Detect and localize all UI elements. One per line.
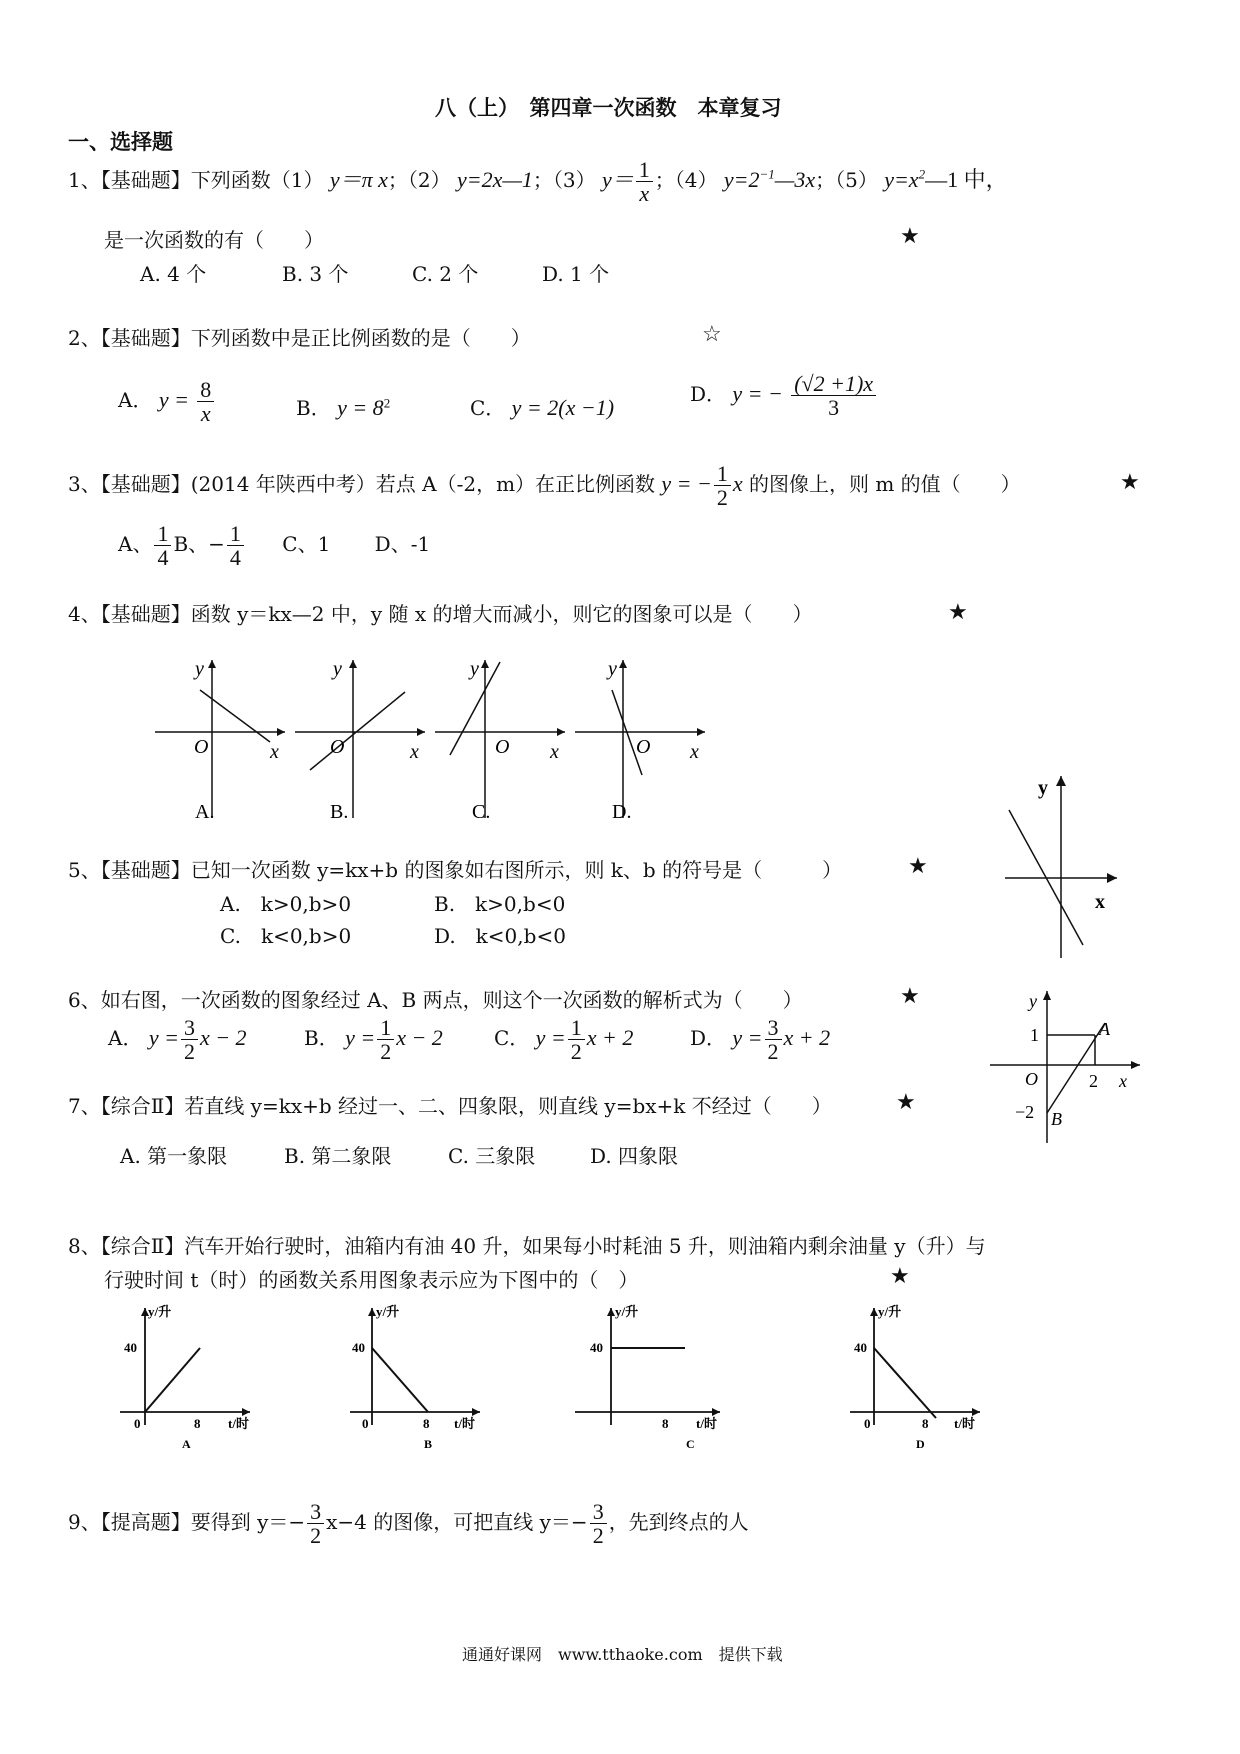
- q9-num2: 3: [590, 1500, 607, 1524]
- q4-b-o: O: [330, 736, 345, 758]
- q3-b-num: 1: [227, 522, 244, 546]
- q5-graph-x: x: [1095, 891, 1105, 913]
- q6-a-den: 2: [183, 1039, 195, 1065]
- q7-option-b: B. 第二象限: [284, 1144, 392, 1168]
- q4-b-x: x: [410, 741, 419, 763]
- q1-f1: y＝π x: [329, 167, 388, 193]
- question-1: [68, 158, 1008, 205]
- q7-star: ★: [896, 1090, 916, 1115]
- q1-f5-tail: —1 中，: [925, 167, 1008, 193]
- q1-f5-exp: 2: [918, 166, 926, 182]
- q2-d-label: D．: [690, 382, 727, 407]
- q6-graph-o: O: [1025, 1069, 1038, 1089]
- q3-lhs: y = −: [661, 471, 712, 497]
- q1-sep3: ；（3）: [532, 168, 596, 193]
- q1-sep5: ；（5）: [815, 168, 878, 193]
- q6-option-d: [690, 1016, 830, 1063]
- q2-a-den: x: [200, 401, 211, 427]
- q3-num: 1: [714, 462, 731, 486]
- q2-c-label: C．: [470, 396, 506, 420]
- q1-line2: 是一次函数的有（ ）: [104, 228, 324, 252]
- q3-c: C、1: [282, 532, 331, 557]
- q4-graph-a: [155, 658, 285, 823]
- q1-f5: [884, 167, 1007, 192]
- q7-option-c: C. 三象限: [448, 1144, 536, 1168]
- q4-d-o: O: [636, 736, 651, 758]
- q1-f3-lhs: y＝: [602, 167, 634, 193]
- q6-b-den: 2: [380, 1039, 392, 1065]
- q8-d-xlabel: t/时: [954, 1416, 975, 1431]
- q3-den: 2: [716, 485, 728, 511]
- q8-b-8: 8: [423, 1416, 430, 1431]
- q4-d-x: x: [690, 741, 699, 763]
- question-5: 5、【基础题】已知一次函数 y=kx+b 的图象如右图所示，则 k、b 的符号是（ ）: [68, 858, 843, 882]
- q5-graph: [995, 770, 1125, 960]
- q6-d-tail: x + 2: [783, 1025, 831, 1051]
- q2-b-expr: y = 8: [337, 395, 384, 420]
- q3-a-den: 4: [157, 545, 169, 571]
- q8-a-0: 0: [134, 1416, 141, 1431]
- question-7: 7、【综合Ⅱ】若直线 y=kx+b 经过一、二、四象限，则直线 y=bx+k 不经过（ ）: [68, 1094, 832, 1118]
- q1-f2: y=2x—1: [456, 167, 533, 193]
- q6-b-tail: x − 2: [396, 1025, 443, 1051]
- page-title: 八（上） 第四章一次函数 本章复习: [435, 95, 782, 120]
- q2-option-d: [690, 372, 878, 419]
- q6-graph: [985, 985, 1145, 1145]
- q8-graphs: [110, 1300, 990, 1460]
- q4-graph-d: [575, 658, 705, 823]
- q9-fraction-2: [590, 1500, 607, 1547]
- q6-a-num: 3: [181, 1016, 198, 1040]
- q8-graph-b: [350, 1304, 480, 1451]
- q1-f3-fraction: [636, 158, 653, 205]
- q5-option-c: C. k<0,b>0: [220, 924, 352, 948]
- question-2: 2、【基础题】下列函数中是正比例函数的是（ ）: [68, 326, 531, 350]
- q3-options: [118, 522, 430, 569]
- q4-c-y: y: [470, 658, 479, 680]
- q3-stem: 3、【基础题】(2014 年陕西中考）若点 A（-2，m）在正比例函数: [68, 472, 656, 497]
- q9-tail: ，先到终点的人: [608, 1510, 749, 1535]
- q4-c-label: C.: [472, 801, 491, 823]
- q6-c-den: 2: [570, 1039, 582, 1065]
- q9-den: 2: [310, 1523, 322, 1549]
- q8-b-0: 0: [362, 1416, 369, 1431]
- q8-a-40: 40: [124, 1340, 137, 1355]
- q6-d-lhs: y =: [732, 1025, 763, 1051]
- q9-fraction-1: [307, 1500, 324, 1547]
- q9-den2: 2: [592, 1523, 604, 1549]
- q6-a-fraction: [181, 1016, 198, 1063]
- q2-d-num: (√2 +1)x: [791, 372, 876, 396]
- q8-c-8: 8: [662, 1416, 669, 1431]
- q8-d-8: 8: [922, 1416, 929, 1431]
- q8-a-label: A: [182, 1437, 191, 1451]
- question-6: 6、如右图，一次函数的图象经过 A、B 两点，则这个一次函数的解析式为（ ）: [68, 988, 803, 1012]
- q1-option-d: D. 1 个: [542, 262, 610, 286]
- q8-b-40: 40: [352, 1340, 365, 1355]
- q1-f4-tail: —3x: [774, 167, 816, 193]
- q8-graph-d: [850, 1304, 980, 1451]
- q1-f3-den: x: [639, 181, 650, 207]
- q8-d-40: 40: [854, 1340, 867, 1355]
- q6-option-b: [304, 1016, 443, 1063]
- q4-d-y: y: [608, 658, 617, 680]
- q6-b-fraction: [377, 1016, 394, 1063]
- q3-tail: 的图像上，则 m 的值（ ）: [748, 472, 1021, 497]
- q3-a-fraction: [154, 522, 171, 569]
- q3-var: x: [732, 471, 743, 497]
- q8-b-label: B: [424, 1437, 433, 1451]
- question-8-line2: 行驶时间 t（时）的函数关系用图象表示应为下图中的（ ）: [104, 1268, 639, 1292]
- q7-option-a: A. 第一象限: [120, 1144, 228, 1168]
- q2-option-b: [296, 392, 390, 421]
- q6-graph-y: y: [1029, 991, 1037, 1011]
- q1-sep4: ；（4）: [654, 168, 718, 193]
- q4-a-x: x: [270, 741, 279, 763]
- q2-b-exp: 2: [383, 395, 391, 411]
- q1-star: ★: [900, 224, 920, 249]
- q4-c-x: x: [550, 741, 559, 763]
- q8-c-40: 40: [590, 1340, 603, 1355]
- q4-b-label: B.: [330, 801, 349, 823]
- q5-option-b: B. k>0,b<0: [434, 892, 566, 916]
- q6-graph-one: 1: [1030, 1025, 1039, 1045]
- q1-option-c: C. 2 个: [412, 262, 479, 286]
- question-9: [68, 1500, 749, 1547]
- q5-option-d: D. k<0,b<0: [434, 924, 566, 948]
- q4-a-o: O: [194, 736, 209, 758]
- q9-mid: x−4 的图像，可把直线 y＝−: [326, 1510, 588, 1535]
- q3-d: D、-1: [374, 532, 431, 557]
- q2-b-label: B．: [296, 396, 331, 420]
- q1-f4: [724, 167, 815, 192]
- q8-b-ylabel: y/升: [376, 1304, 400, 1319]
- q6-a-label: A．: [108, 1026, 143, 1051]
- q6-c-label: C．: [494, 1026, 530, 1051]
- q6-d-fraction: [765, 1016, 782, 1063]
- q8-c-label: C: [686, 1437, 695, 1451]
- q9-num: 3: [307, 1500, 324, 1524]
- q4-graph-b: [295, 658, 425, 823]
- q1-f3-num: 1: [636, 158, 653, 182]
- q2-c-expr: y = 2(x −1): [511, 395, 615, 420]
- q1-f5-base: y=x: [884, 167, 919, 193]
- q1-f4-base: y=2: [723, 167, 760, 193]
- q3-b-fraction: [227, 522, 244, 569]
- q6-b-label: B．: [304, 1026, 339, 1051]
- q1-prefix: 1、【基础题】下列函数（1）: [68, 168, 324, 193]
- q8-star: ★: [890, 1264, 910, 1289]
- q6-d-den: 2: [767, 1039, 779, 1065]
- q3-star: ★: [1120, 470, 1140, 495]
- q8-a-ylabel: y/升: [148, 1304, 172, 1319]
- question-8-line1: 8、【综合Ⅱ】汽车开始行驶时，油箱内有油 40 升，如果每小时耗油 5 升，则油箱内剩余油量 y（升）与: [68, 1234, 986, 1258]
- q2-a-num: 8: [197, 378, 214, 402]
- q6-option-c: [494, 1016, 633, 1063]
- q3-fraction: [714, 462, 731, 509]
- q1-option-b: B. 3 个: [282, 262, 349, 286]
- q2-a-label: A．: [118, 388, 153, 413]
- q6-option-a: [108, 1016, 247, 1063]
- q6-graph-x: x: [1119, 1071, 1127, 1091]
- q6-a-tail: x − 2: [199, 1025, 247, 1051]
- q6-graph-a: A: [1099, 1019, 1110, 1039]
- q5-option-a: A. k>0,b>0: [220, 892, 352, 916]
- q9-prefix: 9、【提高题】要得到 y＝−: [68, 1510, 306, 1535]
- q6-b-lhs: y =: [345, 1025, 376, 1051]
- q4-a-label: A.: [195, 801, 215, 823]
- q6-b-num: 1: [377, 1016, 394, 1040]
- q5-star: ★: [908, 854, 928, 879]
- question-3: [68, 462, 1021, 509]
- q4-a-y: y: [195, 658, 204, 680]
- q8-d-ylabel: y/升: [878, 1304, 902, 1319]
- q4-star: ★: [948, 600, 968, 625]
- q6-c-num: 1: [568, 1016, 585, 1040]
- q3-a-label: A、: [118, 532, 153, 557]
- q7-option-d: D. 四象限: [590, 1144, 679, 1168]
- q2-d-lhs: y = −: [732, 381, 783, 407]
- q2-option-a: [118, 378, 216, 425]
- q3-a-num: 1: [154, 522, 171, 546]
- q8-c-xlabel: t/时: [696, 1416, 717, 1431]
- section-heading: 一、选择题: [68, 129, 173, 154]
- q1-f4-exp: −1: [759, 166, 775, 182]
- q6-graph-two: 2: [1089, 1071, 1098, 1091]
- q8-d-label: D: [916, 1437, 925, 1451]
- q6-star: ★: [900, 984, 920, 1009]
- q8-b-xlabel: t/时: [454, 1416, 475, 1431]
- q6-d-label: D．: [690, 1026, 727, 1051]
- q3-b-label: B、−: [173, 532, 225, 557]
- footer-text: 通通好课网 www.tthaoke.com 提供下载: [462, 1645, 783, 1664]
- q6-graph-b: B: [1051, 1109, 1062, 1129]
- q8-a-xlabel: t/时: [228, 1416, 249, 1431]
- q4-graphs: [150, 650, 720, 825]
- q2-a-fraction: [197, 378, 214, 425]
- q8-graph-c: [575, 1304, 720, 1451]
- q4-graph-c: [435, 658, 565, 823]
- q8-a-8: 8: [194, 1416, 201, 1431]
- q2-d-fraction: [791, 372, 876, 419]
- q6-d-num: 3: [765, 1016, 782, 1040]
- q4-d-label: D.: [612, 801, 632, 823]
- q6-c-tail: x + 2: [586, 1025, 634, 1051]
- q2-d-den: 3: [828, 395, 840, 421]
- q3-b-den: 4: [229, 545, 241, 571]
- q6-a-lhs: y =: [148, 1025, 179, 1051]
- q2-star: ☆: [702, 322, 722, 347]
- q1-sep2: ；（2）: [387, 168, 451, 193]
- q2-option-c: [470, 392, 614, 421]
- q1-option-a: A. 4 个: [140, 262, 207, 286]
- q8-c-ylabel: y/升: [615, 1304, 639, 1319]
- q5-graph-y: y: [1038, 777, 1048, 799]
- q2-a-lhs: y =: [158, 387, 189, 413]
- q6-c-fraction: [568, 1016, 585, 1063]
- q4-c-o: O: [495, 736, 510, 758]
- question-4: 4、【基础题】函数 y＝kx—2 中，y 随 x 的增大而减小，则它的图象可以是（ ）: [68, 602, 813, 626]
- q6-c-lhs: y =: [535, 1025, 566, 1051]
- q6-graph-neg2: −2: [1015, 1102, 1035, 1122]
- q8-graph-a: [120, 1304, 250, 1451]
- q8-d-0: 0: [864, 1416, 871, 1431]
- q4-b-y: y: [333, 658, 342, 680]
